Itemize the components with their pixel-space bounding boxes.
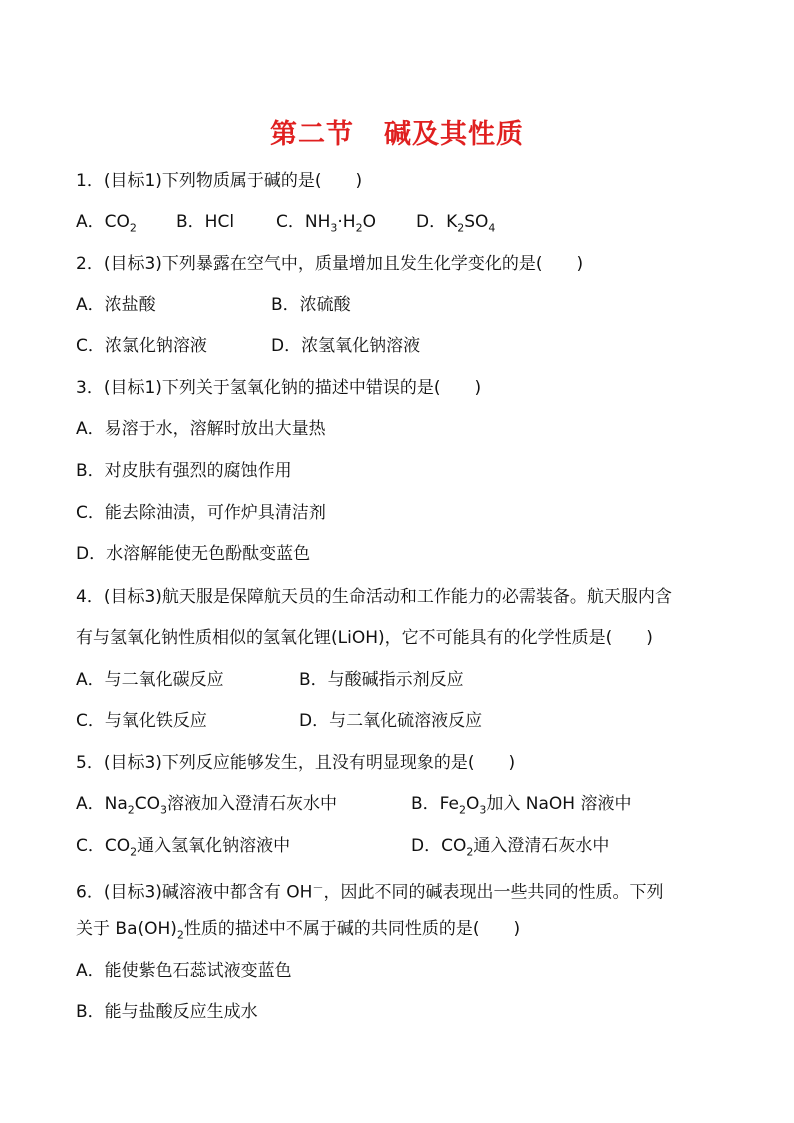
question-2-stem: 2．(目标3)下列暴露在空气中，质量增加且发生化学变化的是( ) — [76, 254, 584, 274]
q5-option-a[interactable]: A．$Na_2CO_3$溶液加入澄清石灰水中 — [76, 794, 338, 817]
question-3-stem: 3．(目标1)下列关于氢氧化钠的描述中错误的是( ) — [76, 378, 482, 398]
q6-option-b[interactable]: B．能与盐酸反应生成水 — [76, 1002, 258, 1022]
section-number: 第二节 — [270, 119, 354, 150]
question-6-stem-line1: 6．(目标3)碱溶液中都含有 OH－，因此不同的碱表现出一些共同的性质。下列 — [76, 881, 664, 903]
q3-option-b[interactable]: B．对皮肤有强烈的腐蚀作用 — [76, 461, 292, 481]
question-1-stem: 1．(目标1)下列物质属于碱的是( ) — [76, 171, 363, 191]
q4-option-a[interactable]: A．与二氧化碳反应 — [76, 670, 224, 690]
q4-option-d[interactable]: D．与二氧化硫溶液反应 — [299, 711, 483, 731]
q2-option-d[interactable]: D．浓氢氧化钠溶液 — [271, 336, 421, 356]
section-name: 碱及其性质 — [384, 119, 524, 150]
q4-option-b[interactable]: B．与酸碱指示剂反应 — [299, 670, 464, 690]
q5-option-c[interactable]: C．$CO_2$通入氢氧化钠溶液中 — [76, 836, 291, 859]
q2-option-a[interactable]: A．浓盐酸 — [76, 295, 156, 315]
question-4-stem-line1: 4．(目标3)航天服是保障航天员的生命活动和工作能力的必需装备。航天服内含 — [76, 587, 672, 607]
q3-option-d[interactable]: D．水溶解能使无色酚酞变蓝色 — [76, 544, 311, 564]
q1-option-a[interactable]: A．$CO_2$ — [76, 212, 137, 235]
q1-option-d[interactable]: D．$K_2SO_4$ — [416, 212, 496, 235]
question-2-options-row1 — [76, 294, 351, 316]
question-4-stem-line2: 有与氢氧化钠性质相似的氢氧化锂(LiOH)，它不可能具有的化学性质是( ) — [76, 628, 653, 648]
question-1-options — [76, 211, 496, 239]
question-4-options-row1 — [76, 669, 464, 691]
q5-option-d[interactable]: D．$CO_2$通入澄清石灰水中 — [411, 836, 610, 859]
question-6-stem-line2: 关于 $Ba(OH)_2$性质的描述中不属于碱的共同性质的是( ) — [76, 919, 521, 942]
q2-option-c[interactable]: C．浓氯化钠溶液 — [76, 336, 207, 356]
q5-option-b[interactable]: B．$Fe_2O_3$加入 NaOH 溶液中 — [411, 794, 632, 817]
question-5-options-row1 — [76, 793, 632, 821]
question-4-options-row2 — [76, 710, 483, 732]
question-2-options-row2 — [76, 335, 421, 357]
q4-option-c[interactable]: C．与氧化铁反应 — [76, 711, 207, 731]
question-5-options-row2 — [76, 835, 610, 863]
q1-option-c[interactable]: C．$NH_3\cdot H_2O$ — [276, 212, 376, 235]
q2-option-b[interactable]: B．浓硫酸 — [271, 295, 351, 315]
q6-option-a[interactable]: A．能使紫色石蕊试液变蓝色 — [76, 961, 292, 981]
question-5-stem: 5．(目标3)下列反应能够发生，且没有明显现象的是( ) — [76, 753, 516, 773]
q3-option-a[interactable]: A．易溶于水，溶解时放出大量热 — [76, 419, 326, 439]
q1-option-b[interactable]: B．HCl — [176, 212, 235, 232]
q3-option-c[interactable]: C．能去除油渍，可作炉具清洁剂 — [76, 503, 326, 523]
page-title — [0, 112, 794, 151]
